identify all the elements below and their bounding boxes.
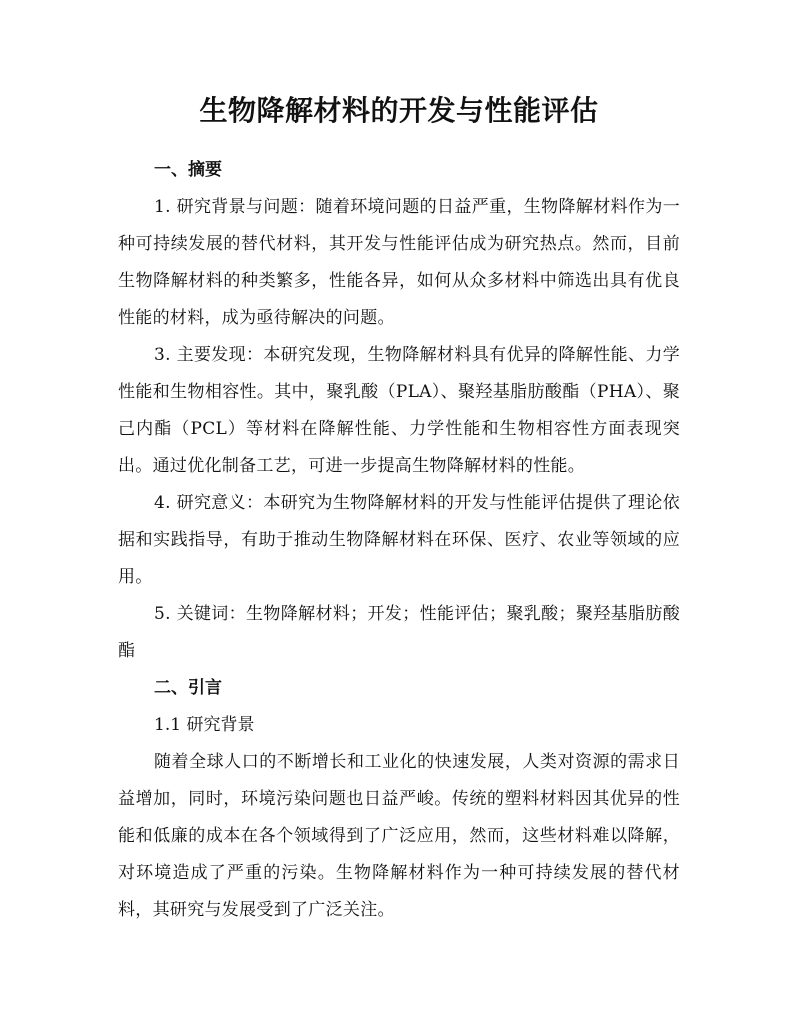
abstract-paragraph-significance: 4. 研究意义：本研究为生物降解材料的开发与性能评估提供了理论依据和实践指导，有助于推动生物降解材料在环保、医疗、农业等领域的应用。: [118, 493, 680, 587]
abstract-paragraph-background: 1. 研究背景与问题：随着环境问题的日益严重，生物降解材料作为一种可持续发展的替代材料，其开发与性能评估成为研究热点。然而，目前生物降解材料的种类繁多，性能各异，如何从众多材料中筛选出具有优良性能的材料，成为亟待解决的问题。: [118, 197, 680, 328]
section-heading-abstract: 一、摘要: [154, 160, 222, 180]
abstract-section: [118, 152, 680, 670]
document-title: 生物降解材料的开发与性能评估: [199, 94, 599, 127]
introduction-paragraph: 随着全球人口的不断增长和工业化的快速发展，人类对资源的需求日益增加，同时，环境污染问题也日益严峻。传统的塑料材料因其优异的性能和低廉的成本在各个领域得到了广泛应用，然而，这些材料难以降解，对环境造成了严重的污染。生物降解材料作为一种可持续发展的替代材料，其研究与发展受到了广泛关注。: [118, 752, 680, 920]
document-page: [118, 88, 680, 929]
introduction-section: [118, 670, 680, 929]
abstract-paragraph-findings: 3. 主要发现：本研究发现，生物降解材料具有优异的降解性能、力学性能和生物相容性。其中，聚乳酸（PLA）、聚羟基脂肪酸酯（PHA）、聚己内酯（PCL）等材料在降解性能、力学性能和生物相容性方面表现突出。通过优化制备工艺，可进一步提高生物降解材料的性能。: [118, 345, 680, 476]
section-heading-introduction: 二、引言: [154, 678, 222, 698]
subsection-heading-background: 1.1 研究背景: [154, 715, 255, 735]
abstract-paragraph-keywords: 5. 关键词：生物降解材料；开发；性能评估；聚乳酸；聚羟基脂肪酸酯: [118, 604, 680, 661]
